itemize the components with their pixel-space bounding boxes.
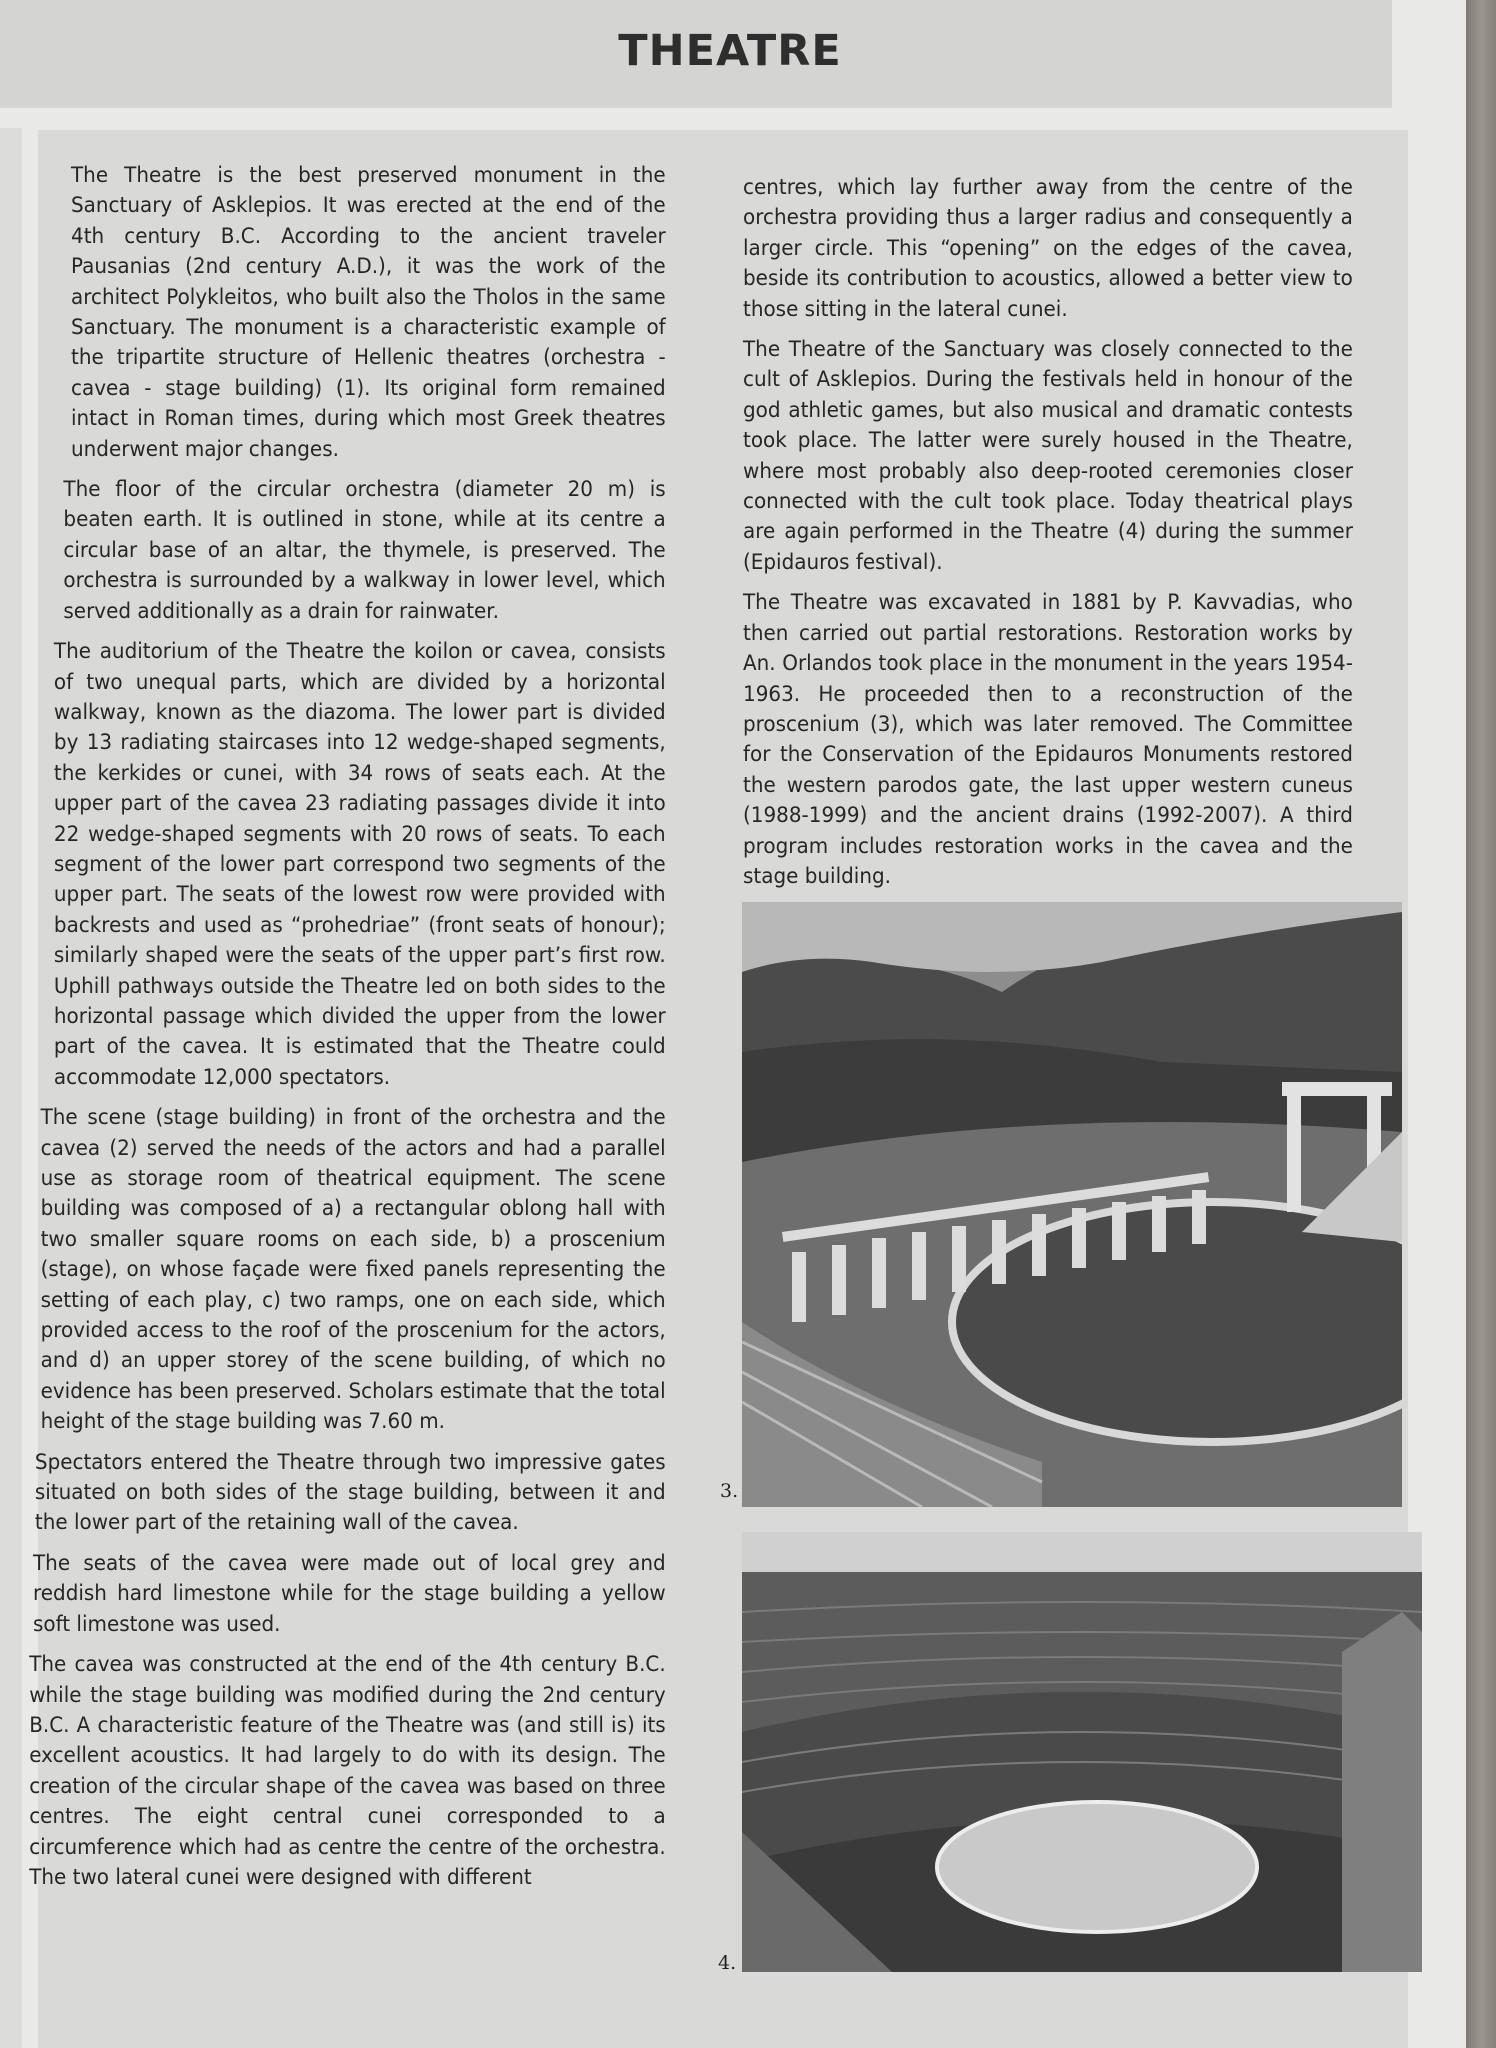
paragraph: The floor of the circular orchestra (diameter 20 m) is beaten earth. It is outlined in stone, while at its centre a circular base of an altar, the thymele, is preserved. The orchestra is surrounded by a walkway in lower level, which served additionally as a drain for rainwater. bbox=[63, 477, 666, 623]
right-text-column bbox=[743, 172, 1353, 901]
paragraph: The scene (stage building) in front of the orchestra and the cavea (2) served the needs of the actors and had a parallel use as storage room of theatrical equipment. The scene building was composed of a) a rectangular oblong hall with two smaller square rooms on each side, b) a proscenium (stage), on whose façade were fixed panels representing the setting of each play, c) two ramps, one on each side, which provided access to the roof of the proscenium for the actors, and d) an upper storey of the scene building, of which no evidence has been preserved. Scholars estimate that the total height of the stage building was 7.60 m. bbox=[40, 1105, 666, 1434]
paragraph: The Theatre of the Sanctuary was closely connected to the cult of Asklepios. During the festivals held in honour of the god athletic games, but also musical and dramatic contests took place. The latter were surely housed in the Theatre, where most probably also deep-rooted ceremonies closer connected with the cult took place. Today theatrical plays are again performed in the Theatre (4) during the summer (Epidauros festival). bbox=[743, 337, 1353, 574]
paragraph: The cavea was constructed at the end of the 4th century B.C. while the stage building was modified during the 2nd century B.C. A characteristic feature of the Theatre was (and still is) its excellent acoustics. It had largely to do with its design. The creation of the circular shape of the cavea was based on three centres. The eight central cunei corresponded to a circumference which had as centre the centre of the orchestra. The two lateral cunei were designed with different bbox=[29, 1652, 666, 1889]
paragraph: The seats of the cavea were made out of local grey and reddish hard limestone while for the stage building a yellow soft limestone was used. bbox=[33, 1550, 666, 1636]
figure-3-label: 3. bbox=[720, 1480, 739, 1502]
photo-3-drawing bbox=[742, 902, 1402, 1507]
left-text-column bbox=[14, 160, 666, 1902]
background-wall bbox=[1466, 0, 1496, 2048]
paragraph: The Theatre was excavated in 1881 by P. Kavvadias, who then carried out partial restorations. Restoration works by An. Orlandos took place in the monument in the years 1954-1963. He proceeded then to a reconstruction of the proscenium (3), which was later removed. The Committee for the Conservation of the Epidauros Monuments restored the western parodos gate, the last upper western cuneus (1988-1999) and the ancient drains (1992-2007). A third program includes restoration works in the cavea and the stage building. bbox=[743, 590, 1353, 888]
photo-4-drawing bbox=[742, 1532, 1422, 1972]
page-title: THEATRE bbox=[618, 26, 842, 76]
figure-4-label: 4. bbox=[718, 1952, 737, 1974]
paragraph: Spectators entered the Theatre through two impressive gates situated on both sides of the stage building, between it and the lower part of the retaining wall of the cavea. bbox=[34, 1449, 666, 1535]
paragraph: centres, which lay further away from the centre of the orchestra providing thus a larger radius and consequently a larger circle. This “opening” on the edges of the cavea, beside its contribution to acoustics, allowed a better view to those sitting in the lateral cunei. bbox=[743, 175, 1353, 321]
photo-theatre-performance bbox=[742, 1532, 1422, 1972]
photo-theatre-restoration bbox=[742, 902, 1402, 1507]
paragraph: The auditorium of the Theatre the koilon or cavea, consists of two unequal parts, which are divided by a horizontal walkway, known as the diazoma. The lower part is divided by 13 radiating staircases into 12 wedge-shaped segments, the kerkides or cunei, with 34 rows of seats each. At the upper part of the cavea 23 radiating passages divide it into 22 wedge-shaped segments with 20 rows of seats. To each segment of the lower part correspond two segments of the upper part. The seats of the lowest row were provided with backrests and used as “prohedriae” (front seats of honour); similarly shaped were the seats of the upper part’s first row. Uphill pathways outside the Theatre led on both sides to the horizontal passage which divided the upper from the lower part of the cavea. It is estimated that the Theatre could accommodate 12,000 spectators. bbox=[53, 639, 666, 1089]
paragraph: The Theatre is the best preserved monument in the Sanctuary of Asklepios. It was erected at the end of the 4th century B.C. According to the ancient traveler Pausanias (2nd century A.D.), it was the work of the architect Polykleitos, who built also the Tholos in the same Sanctuary. The monument is a characteristic example of the tripartite structure of Hellenic theatres (orchestra - cavea - stage building) (1). Its original form remained intact in Roman times, during which most Greek theatres underwent major changes. bbox=[71, 163, 666, 461]
